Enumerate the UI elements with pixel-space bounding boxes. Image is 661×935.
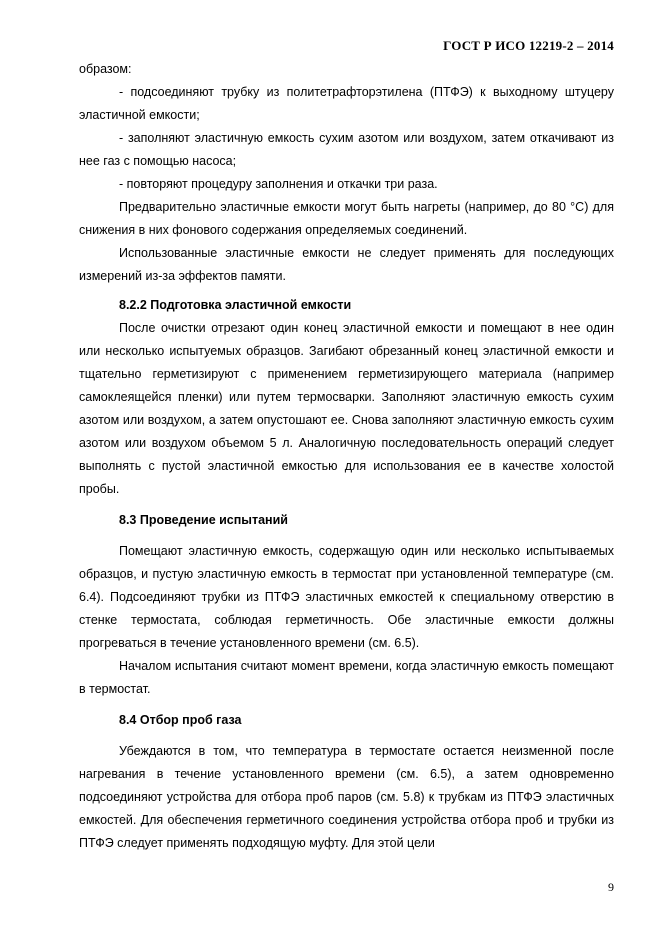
section-heading-8-2-2: 8.2.2 Подготовка эластичной емкости: [119, 298, 352, 312]
paragraph-gas-sampling: Убеждаются в том, что температура в термостате остается неизменной после нагревания в течение установленного времени (см. 6.5), а затем одновременно подсоединяют устройства для отбора проб паров (см. 5.8) к трубкам из ПТФЭ эластичных емкостей. Для обеспечения герметичного соединения устройства отбора проб и трубки из ПТФЭ следует применять подходящую муфту. Для этой цели: [79, 744, 614, 850]
document-body: [79, 58, 614, 855]
list-item-repeat: - повторяют процедуру заполнения и откачки три раза.: [119, 177, 438, 191]
paragraph-continuation: образом:: [79, 62, 132, 76]
paragraph-memory-effects: Использованные эластичные емкости не следует применять для последующих измерений из-за эффектов памяти.: [79, 246, 614, 283]
list-item-fill-and-evacuate: - заполняют эластичную емкость сухим азотом или воздухом, затем откачивают из нее газ с помощью насоса;: [79, 131, 614, 168]
paragraph-test-start: Началом испытания считают момент времени, когда эластичную емкость помещают в термостат.: [79, 659, 614, 696]
section-heading-8-3: 8.3 Проведение испытаний: [119, 513, 288, 527]
paragraph-preheat: Предварительно эластичные емкости могут быть нагреты (например, до 80 °С) для снижения в них фонового содержания определяемых соединений.: [79, 200, 614, 237]
paragraph-bag-preparation: После очистки отрезают один конец эластичной емкости и помещают в нее один или несколько испытуемых образцов. Загибают обрезанный конец эластичной емкости и тщательно герметизируют с применением герметизирующего материала (например самоклеящейся пленки) или путем термосварки. Заполняют эластичную емкость сухим азотом или воздухом, а затем опустошают ее. Снова заполняют эластичную емкость сухим азотом или воздухом объемом 5 л. Аналогичную последовательность операций следует выполнять с пустой эластичной емкостью для использования ее в качестве холостой пробы.: [79, 321, 614, 496]
list-item-connect-tube: - подсоединяют трубку из политетрафторэтилена (ПТФЭ) к выходному штуцеру эластичной емкости;: [79, 85, 614, 122]
section-heading-8-4: 8.4 Отбор проб газа: [119, 713, 242, 727]
page-number: 9: [608, 880, 614, 894]
document-header: ГОСТ Р ИСО 12219-2 – 2014: [443, 38, 614, 53]
paragraph-testing: Помещают эластичную емкость, содержащую один или несколько испытываемых образцов, и пустую эластичную емкость в термостат при установленной температуре (см. 6.4). Подсоединяют трубки из ПТФЭ эластичных емкостей к специальному отверстию в стенке термостата, соблюдая герметичность. Обе эластичные емкости должны прогреваться в течение установленного времени (см. 6.5).: [79, 544, 614, 650]
